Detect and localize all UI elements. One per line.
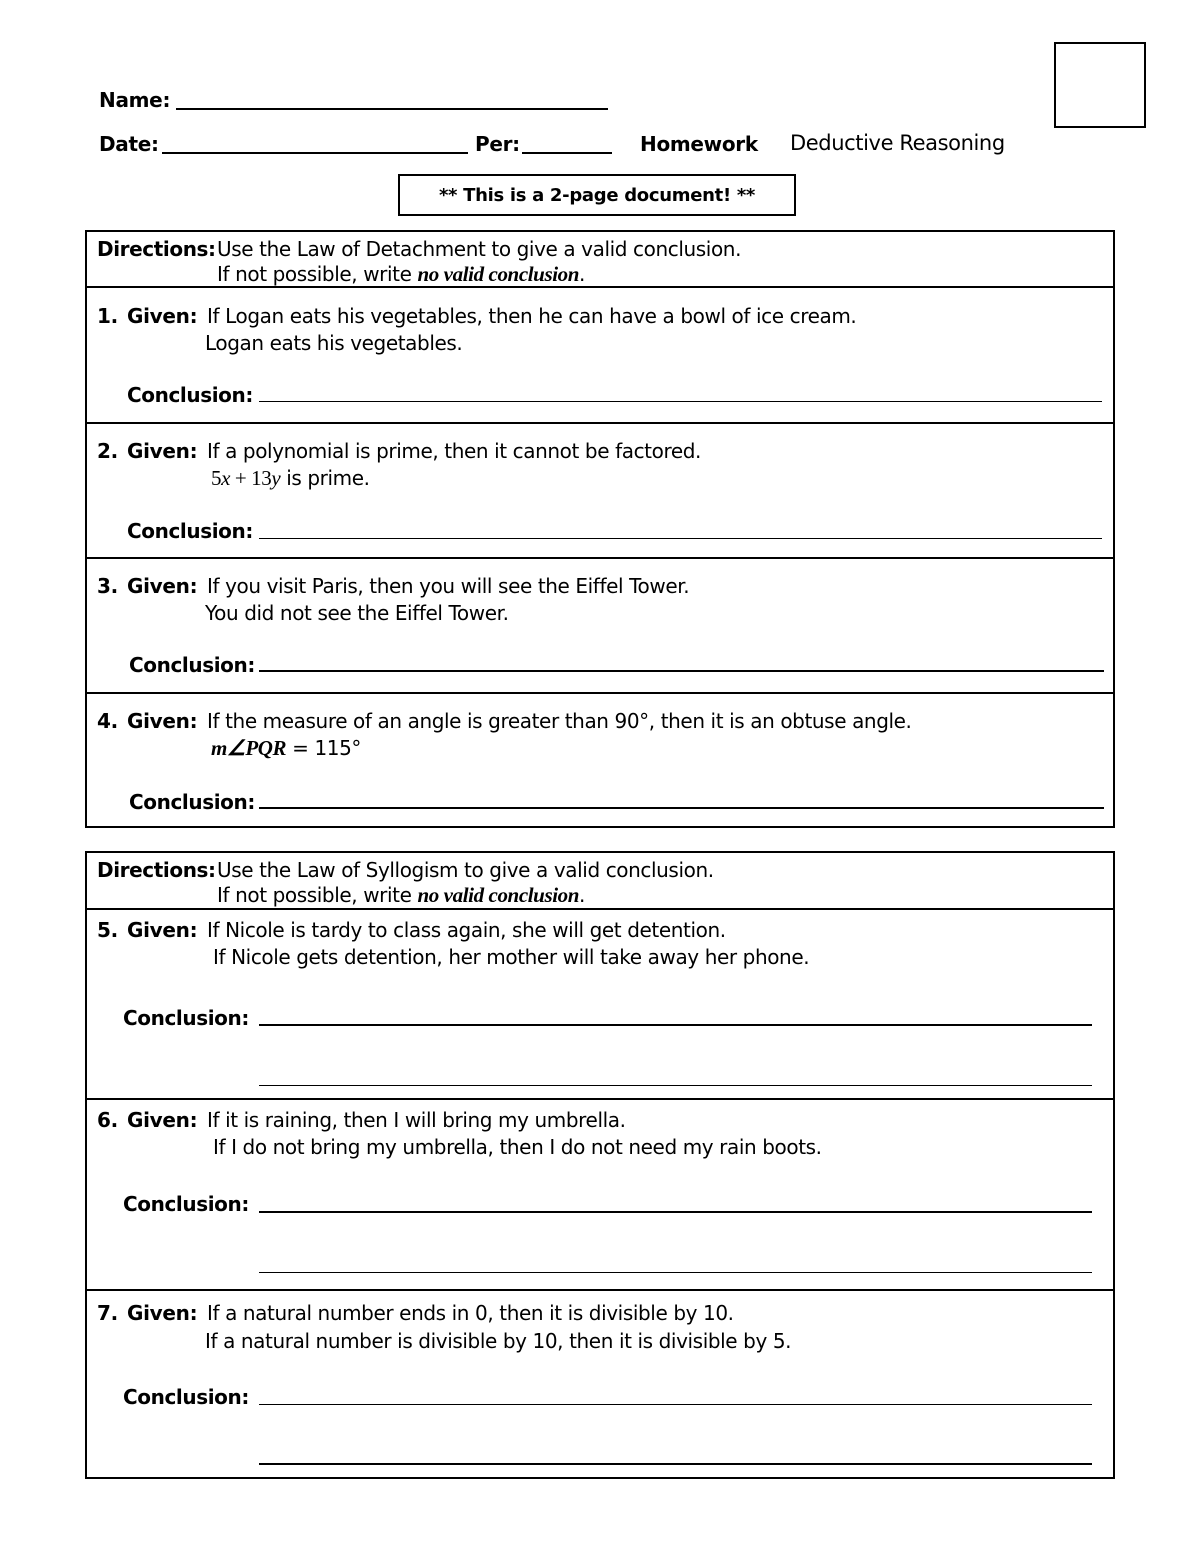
period-field[interactable] xyxy=(522,152,612,154)
notice-box xyxy=(398,174,796,216)
conclusion-label: Conclusion: xyxy=(123,1006,249,1030)
directions-suffix: . xyxy=(579,262,586,286)
problem-number: 3. xyxy=(97,574,118,598)
conclusion-answer-line[interactable] xyxy=(259,670,1104,672)
conclusion-answer-line-2[interactable] xyxy=(259,1463,1092,1465)
problem-number: 5. xyxy=(97,918,118,942)
problem-number: 2. xyxy=(97,439,118,463)
directions-line-2 xyxy=(217,883,585,908)
given-line-1: If a natural number ends in 0, then it is divisible by 10. xyxy=(207,1301,734,1325)
math-coefficient: 5 xyxy=(211,466,222,490)
directions-line-2 xyxy=(217,262,585,287)
conclusion-answer-line[interactable] xyxy=(259,538,1102,539)
section-law-of-syllogism xyxy=(85,851,1115,1479)
given-line-2: If Nicole gets detention, her mother will take away her phone. xyxy=(213,945,810,969)
conclusion-label: Conclusion: xyxy=(127,383,253,407)
given-line-1: If you visit Paris, then you will see the Eiffel Tower. xyxy=(207,574,690,598)
directions-italic: no valid conclusion xyxy=(417,883,580,907)
given-line-1: If Logan eats his vegetables, then he can have a bowl of ice cream. xyxy=(207,304,857,328)
math-variable-x: x xyxy=(221,466,231,490)
given-label: Given: xyxy=(127,709,198,733)
conclusion-answer-line-1[interactable] xyxy=(259,1211,1092,1213)
math-operator: + 13 xyxy=(230,466,272,490)
directions-prefix: If not possible, write xyxy=(217,262,418,286)
given-line-2 xyxy=(211,736,361,761)
name-field[interactable] xyxy=(176,108,608,110)
given-line-2-text: is prime. xyxy=(280,466,370,490)
given-line-2: Logan eats his vegetables. xyxy=(205,331,463,355)
directions-suffix: . xyxy=(579,883,586,907)
math-variable-y: y xyxy=(271,466,281,490)
given-line-2-text: = 115° xyxy=(286,736,362,760)
divider xyxy=(87,422,1113,424)
conclusion-answer-line-2[interactable] xyxy=(259,1085,1092,1086)
directions-line-1: Use the Law of Syllogism to give a valid conclusion. xyxy=(217,858,714,882)
problem-number: 4. xyxy=(97,709,118,733)
divider xyxy=(87,692,1113,694)
given-label: Given: xyxy=(127,1108,198,1132)
given-line-1: If it is raining, then I will bring my umbrella. xyxy=(207,1108,626,1132)
given-line-1: If a polynomial is prime, then it cannot be factored. xyxy=(207,439,701,463)
conclusion-label: Conclusion: xyxy=(123,1192,249,1216)
given-label: Given: xyxy=(127,1301,198,1325)
given-line-2: You did not see the Eiffel Tower. xyxy=(205,601,509,625)
conclusion-label: Conclusion: xyxy=(123,1385,249,1409)
conclusion-answer-line[interactable] xyxy=(259,807,1104,809)
directions-label: Directions: xyxy=(97,237,216,261)
conclusion-answer-line-1[interactable] xyxy=(259,1024,1092,1026)
conclusion-label: Conclusion: xyxy=(127,519,253,543)
problem-number: 7. xyxy=(97,1301,118,1325)
divider xyxy=(87,1289,1113,1291)
given-label: Given: xyxy=(127,918,198,942)
period-label: Per: xyxy=(475,132,520,156)
divider xyxy=(87,286,1113,288)
conclusion-answer-line-1[interactable] xyxy=(259,1404,1092,1405)
divider xyxy=(87,1098,1113,1100)
given-line-2 xyxy=(211,466,370,491)
math-angle: m∠PQR xyxy=(211,736,287,760)
directions-line-1: Use the Law of Detachment to give a valid conclusion. xyxy=(217,237,742,261)
name-label: Name: xyxy=(99,88,171,112)
date-label: Date: xyxy=(99,132,159,156)
homework-label: Homework xyxy=(640,132,758,156)
directions-prefix: If not possible, write xyxy=(217,883,418,907)
given-label: Given: xyxy=(127,574,198,598)
given-line-2: If I do not bring my umbrella, then I do not need my rain boots. xyxy=(213,1135,822,1159)
divider xyxy=(87,557,1113,559)
conclusion-label: Conclusion: xyxy=(129,790,255,814)
given-label: Given: xyxy=(127,439,198,463)
given-label: Given: xyxy=(127,304,198,328)
given-line-1: If the measure of an angle is greater than 90°, then it is an obtuse angle. xyxy=(207,709,912,733)
notice-text: ** This is a 2-page document! ** xyxy=(438,184,756,206)
score-box[interactable] xyxy=(1054,42,1146,128)
divider xyxy=(87,908,1113,910)
date-field[interactable] xyxy=(162,152,468,154)
directions-label: Directions: xyxy=(97,858,216,882)
conclusion-answer-line-2[interactable] xyxy=(259,1272,1092,1273)
given-line-1: If Nicole is tardy to class again, she will get detention. xyxy=(207,918,726,942)
conclusion-label: Conclusion: xyxy=(129,653,255,677)
directions-italic: no valid conclusion xyxy=(417,262,580,286)
conclusion-answer-line[interactable] xyxy=(259,401,1102,402)
given-line-2: If a natural number is divisible by 10, then it is divisible by 5. xyxy=(205,1329,792,1353)
topic-title: Deductive Reasoning xyxy=(790,131,1005,155)
problem-number: 1. xyxy=(97,304,118,328)
problem-number: 6. xyxy=(97,1108,118,1132)
section-law-of-detachment xyxy=(85,230,1115,828)
